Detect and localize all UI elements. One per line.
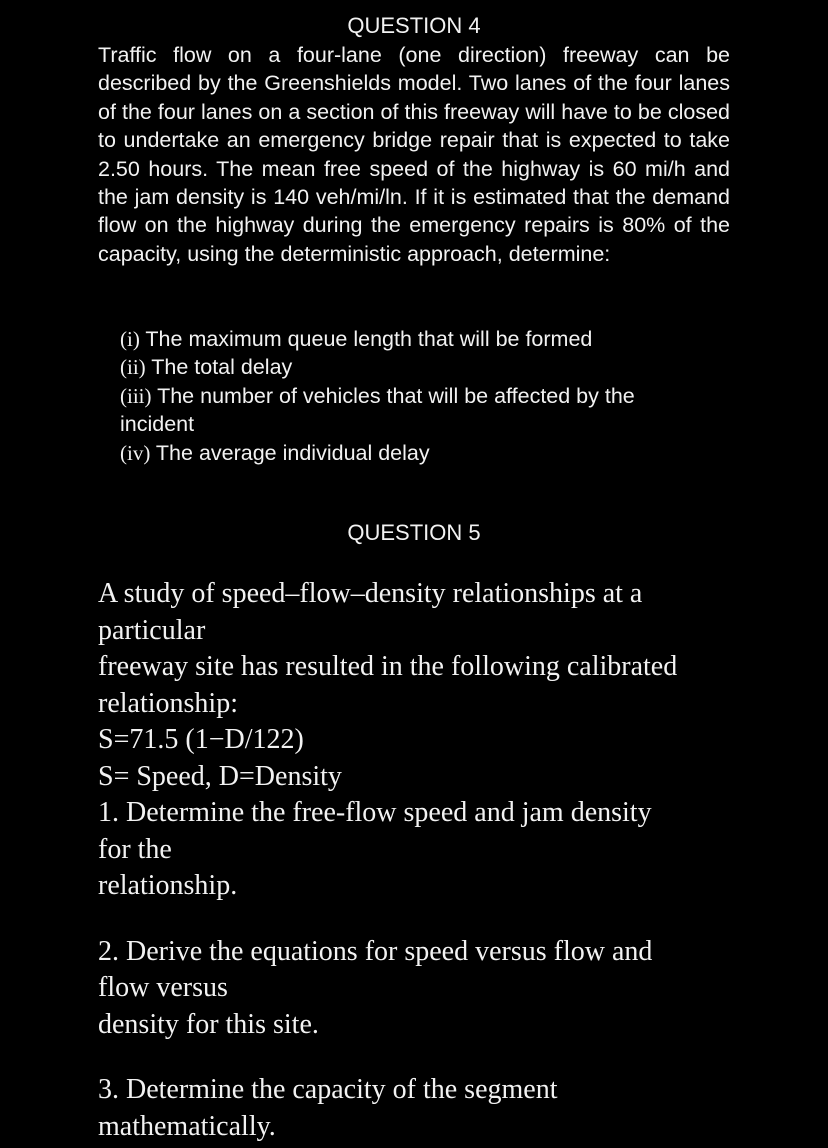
list-item — [120, 439, 740, 467]
text-line: mathematically. — [98, 1110, 276, 1142]
list-item — [120, 353, 740, 381]
list-item — [120, 382, 740, 410]
spacer — [98, 905, 758, 934]
item-continuation: incident — [120, 412, 195, 437]
item-number: (iii) — [120, 383, 152, 408]
text-line: 3. Determine the capacity of the segment — [98, 1074, 558, 1105]
item-number: (iv) — [120, 440, 151, 465]
question-4-list — [120, 325, 740, 467]
text-line: density for this site. — [98, 1008, 319, 1040]
text-line: relationship. — [98, 870, 238, 901]
question-5-title: QUESTION 5 — [347, 520, 481, 545]
definition-line: S= Speed, D=Density — [98, 760, 342, 792]
text-line: for the — [98, 833, 172, 865]
item-number: (i) — [120, 327, 140, 351]
text-line: relationship: — [98, 687, 238, 719]
question-4-title: QUESTION 4 — [347, 13, 481, 38]
spacer — [98, 1043, 758, 1072]
text-line: particular — [98, 614, 206, 646]
text-line: 1. Determine the free-flow speed and jam density — [98, 797, 652, 828]
list-item — [120, 325, 740, 353]
question-4-paragraph: Traffic flow on a four-lane (one direction) freeway can be described by the Greenshields model. Two lanes of the four lanes of the four lanes on a section of this freeway will have to be closed to undertake an emergency bridge repair that is expected to take 2.50 hours. The mean free speed of the highway is 60 mi/h and the jam density is 140 veh/mi/ln. If it is estimated that the demand flow on the highway during the emergency repairs is 80% of the capacity, using the deterministic approach, determine: — [98, 43, 730, 266]
text-line: flow versus — [98, 972, 228, 1003]
question-5-body — [98, 576, 758, 1145]
item-text: The average individual delay — [155, 440, 430, 465]
item-text: The number of vehicles that will be affected by the — [157, 383, 635, 408]
item-text: The maximum queue length that will be formed — [145, 327, 593, 351]
item-number: (ii) — [120, 355, 146, 380]
equation-line: S=71.5 (1−D/122) — [98, 724, 304, 755]
text-line: 2. Derive the equations for speed versus flow and — [98, 935, 653, 967]
text-line: freeway site has resulted in the following calibrated — [98, 651, 678, 682]
item-text: The total delay — [151, 355, 293, 380]
text-line: A study of speed–flow–density relationships at a — [98, 578, 643, 609]
